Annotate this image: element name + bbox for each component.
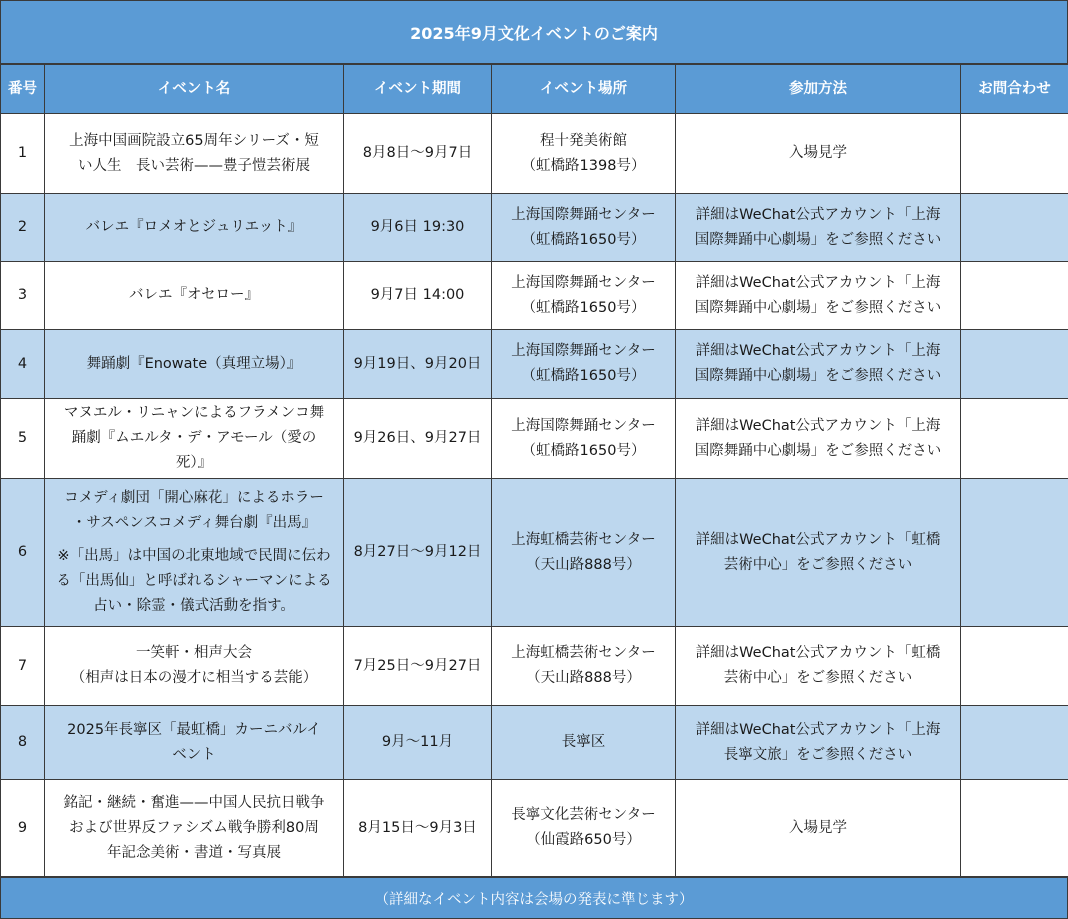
event-name: バレエ『オセロー』 [45, 262, 344, 330]
event-contact [961, 627, 1068, 706]
footer-note: （詳細なイベント内容は会場の発表に準じます） [0, 877, 1068, 919]
row-no: 1 [1, 114, 45, 194]
event-venue: 上海虹橋芸術センター （天山路888号） [492, 627, 676, 706]
event-method: 詳細はWeChat公式アカウント「上海 国際舞踊中心劇場」をご参照ください [676, 330, 961, 399]
event-method: 詳細はWeChat公式アカウント「上海 国際舞踊中心劇場」をご参照ください [676, 399, 961, 479]
header-venue: イベント場所 [492, 65, 676, 114]
event-contact [961, 194, 1068, 262]
header-method: 参加方法 [676, 65, 961, 114]
event-venue: 長寧区 [492, 706, 676, 780]
event-venue: 程十発美術館 （虹橋路1398号） [492, 114, 676, 194]
event-note: ※「出馬」は中国の北東地域で民間に伝わ る「出馬仙」と呼ばれるシャーマンによる 占い・除霊・儀式活動を指す。 [56, 548, 332, 614]
page-title: 2025年9月文化イベントのご案内 [0, 0, 1068, 64]
event-period: 8月8日〜9月7日 [344, 114, 492, 194]
event-method: 詳細はWeChat公式アカウント「虹橋 芸術中心」をご参照ください [676, 627, 961, 706]
table-row [1, 706, 1068, 780]
event-name: 上海中国画院設立65周年シリーズ・短 い人生 長い芸術——豊子愷芸術展 [45, 114, 344, 194]
event-contact [961, 479, 1068, 627]
event-period: 7月25日〜9月27日 [344, 627, 492, 706]
event-contact [961, 780, 1068, 877]
row-no: 7 [1, 627, 45, 706]
event-venue: 上海虹橋芸術センター （天山路888号） [492, 479, 676, 627]
event-period: 8月15日〜9月3日 [344, 780, 492, 877]
row-no: 4 [1, 330, 45, 399]
table-row [1, 627, 1068, 706]
event-name: 一笑軒・相声大会 （相声は日本の漫才に相当する芸能） [45, 627, 344, 706]
table-row [1, 399, 1068, 479]
event-venue: 上海国際舞踊センター （虹橋路1650号） [492, 194, 676, 262]
row-no: 8 [1, 706, 45, 780]
row-no: 6 [1, 479, 45, 627]
event-name: 舞踊劇『Enowate（真理立場）』 [45, 330, 344, 399]
event-name-cell [45, 479, 344, 627]
table-row [1, 479, 1068, 627]
event-period: 9月19日、9月20日 [344, 330, 492, 399]
header-row [1, 65, 1068, 114]
table-row [1, 194, 1068, 262]
event-method: 入場見学 [676, 780, 961, 877]
event-period: 9月6日 19:30 [344, 194, 492, 262]
event-name: 2025年長寧区「最虹橋」カーニバルイ ベント [45, 706, 344, 780]
header-period: イベント期間 [344, 65, 492, 114]
event-period: 9月26日、9月27日 [344, 399, 492, 479]
event-venue: 上海国際舞踊センター （虹橋路1650号） [492, 262, 676, 330]
event-period: 9月7日 14:00 [344, 262, 492, 330]
event-venue: 上海国際舞踊センター （虹橋路1650号） [492, 399, 676, 479]
event-venue: 長寧文化芸術センター （仙霞路650号） [492, 780, 676, 877]
event-venue: 上海国際舞踊センター （虹橋路1650号） [492, 330, 676, 399]
event-name: マヌエル・リニャンによるフラメンコ舞 踊劇『ムエルタ・デ・アモール（愛の 死）』 [45, 399, 344, 479]
event-method: 詳細はWeChat公式アカウント「上海 長寧文旅」をご参照ください [676, 706, 961, 780]
event-method: 詳細はWeChat公式アカウント「上海 国際舞踊中心劇場」をご参照ください [676, 262, 961, 330]
event-contact [961, 262, 1068, 330]
event-contact [961, 114, 1068, 194]
table-row [1, 330, 1068, 399]
header-name: イベント名 [45, 65, 344, 114]
table-row [1, 262, 1068, 330]
event-method: 入場見学 [676, 114, 961, 194]
row-no: 2 [1, 194, 45, 262]
header-no: 番号 [1, 65, 45, 114]
table-row [1, 114, 1068, 194]
event-period: 8月27日〜9月12日 [344, 479, 492, 627]
events-table [0, 64, 1068, 877]
row-no: 9 [1, 780, 45, 877]
event-name: コメディ劇団「開心麻花」によるホラー ・サスペンスコメディ舞台劇『出馬』 [64, 490, 324, 531]
header-contact: お問合わせ [961, 65, 1068, 114]
event-period: 9月〜11月 [344, 706, 492, 780]
event-contact [961, 706, 1068, 780]
row-no: 3 [1, 262, 45, 330]
event-name: バレエ『ロメオとジュリエット』 [45, 194, 344, 262]
event-name: 銘記・継続・奮進——中国人民抗日戦争 および世界反ファシズム戦争勝利80周 年記念美術・書道・写真展 [45, 780, 344, 877]
table-row [1, 780, 1068, 877]
event-method: 詳細はWeChat公式アカウント「上海 国際舞踊中心劇場」をご参照ください [676, 194, 961, 262]
event-method: 詳細はWeChat公式アカウント「虹橋 芸術中心」をご参照ください [676, 479, 961, 627]
event-contact [961, 330, 1068, 399]
row-no: 5 [1, 399, 45, 479]
event-contact [961, 399, 1068, 479]
